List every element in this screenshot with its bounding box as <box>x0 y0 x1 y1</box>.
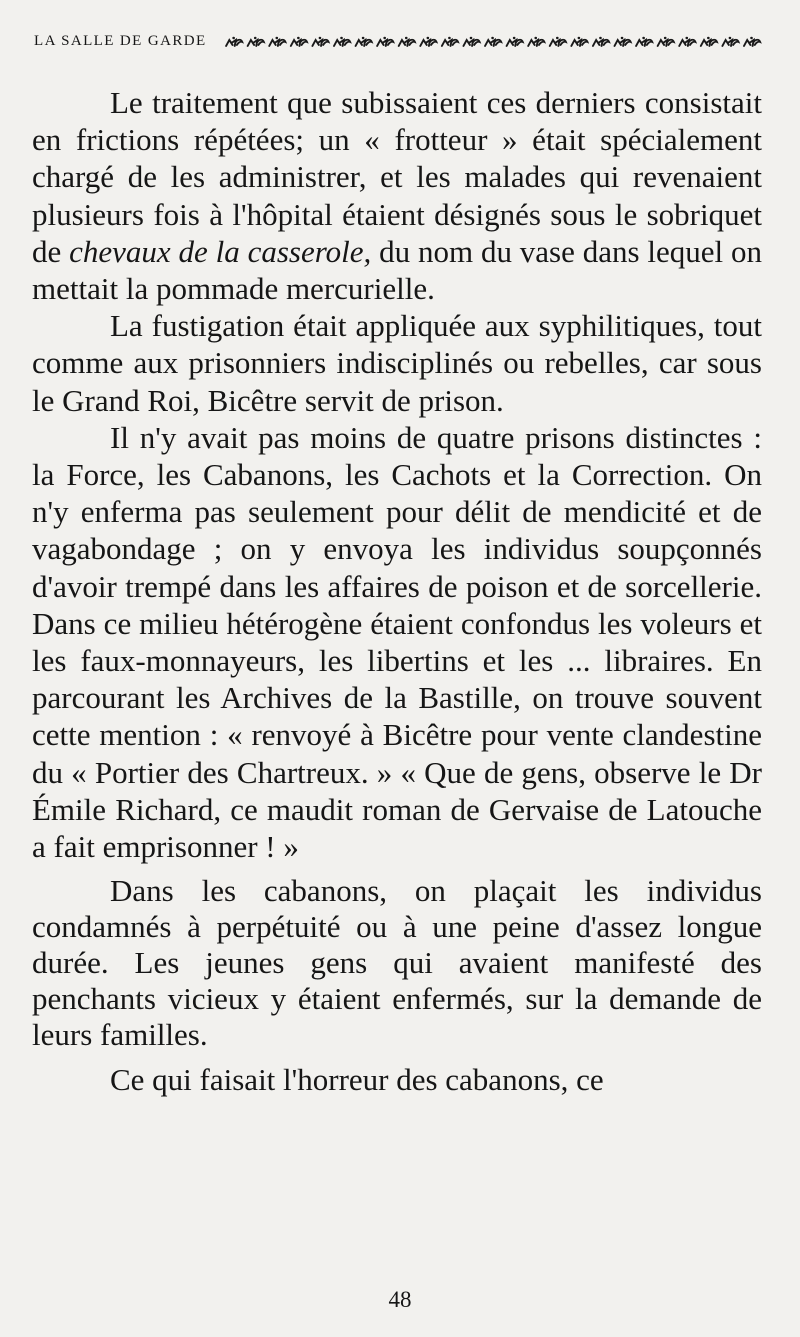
ornament-motif <box>528 37 544 46</box>
ornament-motif <box>290 37 306 46</box>
ornament-motif <box>506 37 522 46</box>
ornament-motif <box>334 37 350 46</box>
ornament-motif <box>700 37 716 46</box>
ornament-motif <box>355 37 371 46</box>
ornament-motif <box>420 37 436 46</box>
ornament-motif <box>744 37 760 46</box>
ornament-motif <box>636 37 652 46</box>
paragraph-4: Dans les cabanons, on plaçait les individus condamnés à perpétuité ou à une peine d'assez longue durée. Les jeunes gens qui avaient manifesté des penchants vicieux y étaient enfermés, sur la demande de leurs familles. <box>32 873 762 1053</box>
ornament-motif <box>377 37 393 46</box>
running-title: LA SALLE DE GARDE <box>34 32 207 49</box>
ornament-motif <box>312 37 328 46</box>
paragraph-5: Ce qui faisait l'horreur des cabanons, ce <box>110 1062 604 1098</box>
ornament-motif <box>657 37 673 46</box>
ornament-motif <box>485 37 501 46</box>
ornament-motif <box>247 37 263 46</box>
paragraph-1-text-start: Le traitement que subissaient ces derniers consistait en frictions répétées; un « frotteur » était spécialement chargé de les administrer, et les malades qui revenaient plusieurs fois à l'hôpital étaient désignés sous le sobriquet de <box>32 85 762 269</box>
page-number: 48 <box>388 1287 412 1312</box>
ornament-motif <box>398 37 414 46</box>
ornament-motif <box>549 37 565 46</box>
ornament-motif <box>722 37 738 46</box>
paragraph-2: La fustigation était appliquée aux syphilitiques, tout comme aux prisonniers indisciplinés ou rebelles, car sous le Grand Roi, Bicêtre servit de prison. <box>32 308 762 418</box>
ornament-motif <box>463 37 479 46</box>
running-head <box>34 28 764 54</box>
ornament-motif <box>614 37 630 46</box>
paragraph-1 <box>32 84 762 307</box>
floral-ornament-icon <box>225 33 764 49</box>
paragraph-1-text-end: du nom du vase dans lequel on mettait la pommade mercurielle. <box>32 233 763 307</box>
ornament-motif <box>592 37 608 46</box>
body-text <box>32 84 762 1098</box>
ornament-motif <box>269 37 285 46</box>
ornament-motif <box>571 37 587 46</box>
ornament-motif <box>226 37 242 46</box>
paragraph-3: Il n'y avait pas moins de quatre prisons distinctes : la Force, les Cabanons, les Cachots et la Correction. On n'y enferma pas seulement pour délit de mendicité et de vagabondage ; on y envoya les individus soupçonnés d'avoir trempé dans les affaires de poison et de sorcellerie. Dans ce milieu hétérogène étaient confondus les voleurs et les faux-monnayeurs, les libertins et les ... libraires. En parcourant les Archives de la Bastille, on trouve souvent cette mention : « renvoyé à Bicêtre pour vente clandestine du « Portier des Chartreux. » « Que de gens, observe le Dr Émile Richard, ce maudit roman de Gervaise de Latouche a fait emprisonner ! » <box>32 419 762 865</box>
paragraph-1-italic-phrase: chevaux de la casserole, <box>69 233 372 269</box>
ornament-motif <box>441 37 457 46</box>
ornament-motif <box>679 37 695 46</box>
